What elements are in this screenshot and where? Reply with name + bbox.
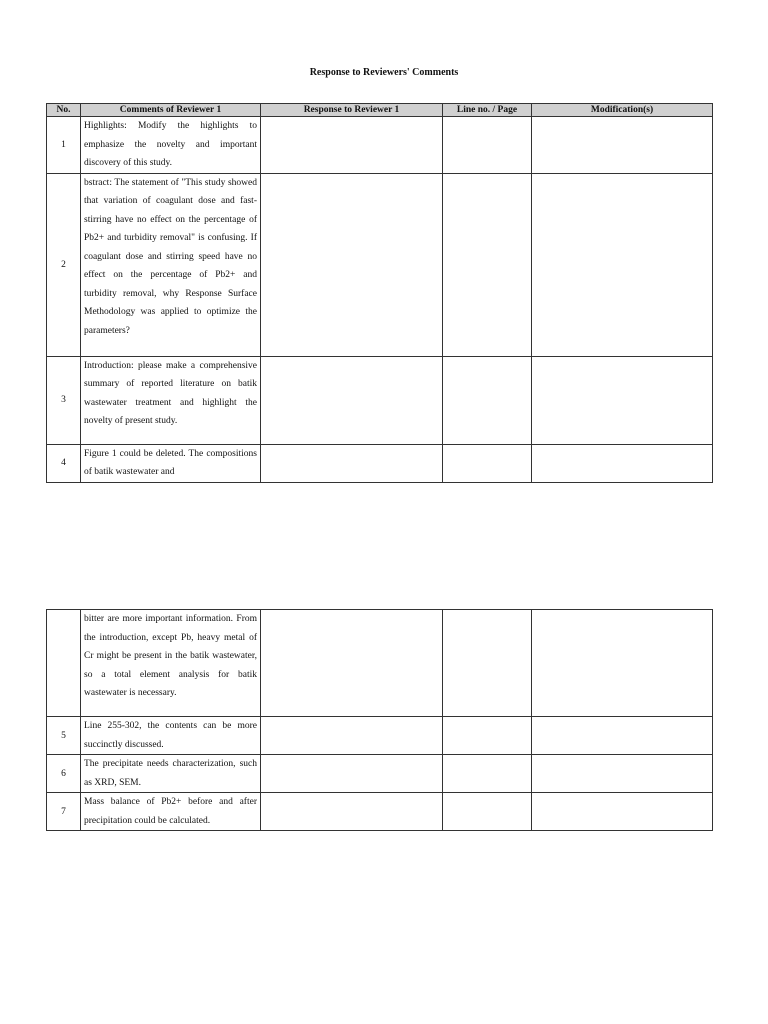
response-cell[interactable] — [261, 444, 443, 482]
line-page-cell[interactable] — [443, 117, 532, 174]
table-row — [47, 755, 713, 793]
modification-cell[interactable] — [532, 793, 713, 831]
line-page-cell[interactable] — [443, 793, 532, 831]
table-row — [47, 717, 713, 755]
modification-cell[interactable] — [532, 610, 713, 717]
document-title: Response to Reviewers' Comments — [309, 67, 459, 78]
table-row — [47, 610, 713, 717]
header-line: Line no. / Page — [443, 104, 532, 117]
table-row — [47, 173, 713, 356]
reviewer-comment: Introduction: please make a comprehensive summary of reported literature on batik wastewater treatment and highlight the novelty of present study. — [81, 356, 261, 444]
reviewer-comment: The precipitate needs characterization, such as XRD, SEM. — [81, 755, 261, 793]
line-page-cell[interactable] — [443, 356, 532, 444]
table-row — [47, 356, 713, 444]
response-cell[interactable] — [261, 356, 443, 444]
row-number — [47, 610, 81, 717]
row-number: 4 — [47, 444, 81, 482]
line-page-cell[interactable] — [443, 444, 532, 482]
reviewer-comment: bitter are more important information. From the introduction, except Pb, heavy metal of Cr might be present in the batik wastewater, so a total element analysis for batik wastewater is necessary. — [81, 610, 261, 717]
modification-cell[interactable] — [532, 356, 713, 444]
reviewer-table-page1 — [46, 103, 713, 483]
table-row — [47, 793, 713, 831]
reviewer-comment: Figure 1 could be deleted. The compositions of batik wastewater and — [81, 444, 261, 482]
header-comments: Comments of Reviewer 1 — [81, 104, 261, 117]
reviewer-comment: Mass balance of Pb2+ before and after precipitation could be calculated. — [81, 793, 261, 831]
line-page-cell[interactable] — [443, 610, 532, 717]
row-number: 2 — [47, 173, 81, 356]
line-page-cell[interactable] — [443, 717, 532, 755]
modification-cell[interactable] — [532, 173, 713, 356]
reviewer-comment: bstract: The statement of "This study showed that variation of coagulant dose and fast-stirring have no effect on the percentage of Pb2+ and turbidity removal" is confusing. If coagulant dose and stirring speed have no effect on the percentage of Pb2+ and turbidity removal, why Response Surface Methodology was applied to optimize the parameters? — [81, 173, 261, 356]
modification-cell[interactable] — [532, 444, 713, 482]
row-number: 3 — [47, 356, 81, 444]
response-cell[interactable] — [261, 173, 443, 356]
modification-cell[interactable] — [532, 755, 713, 793]
response-cell[interactable] — [261, 755, 443, 793]
reviewer-table-page2 — [46, 609, 713, 831]
row-number: 7 — [47, 793, 81, 831]
modification-cell[interactable] — [532, 117, 713, 174]
row-number: 6 — [47, 755, 81, 793]
line-page-cell[interactable] — [443, 173, 532, 356]
modification-cell[interactable] — [532, 717, 713, 755]
table-row — [47, 117, 713, 174]
response-cell[interactable] — [261, 793, 443, 831]
header-modification: Modification(s) — [532, 104, 713, 117]
table-row — [47, 444, 713, 482]
reviewer-comment: Line 255-302, the contents can be more succinctly discussed. — [81, 717, 261, 755]
header-no: No. — [47, 104, 81, 117]
row-number: 1 — [47, 117, 81, 174]
response-cell[interactable] — [261, 117, 443, 174]
response-cell[interactable] — [261, 717, 443, 755]
row-number: 5 — [47, 717, 81, 755]
line-page-cell[interactable] — [443, 755, 532, 793]
response-cell[interactable] — [261, 610, 443, 717]
reviewer-comment: Highlights: Modify the highlights to emphasize the novelty and important discovery of this study. — [81, 117, 261, 174]
header-response: Response to Reviewer 1 — [261, 104, 443, 117]
table-header-row — [47, 104, 713, 117]
